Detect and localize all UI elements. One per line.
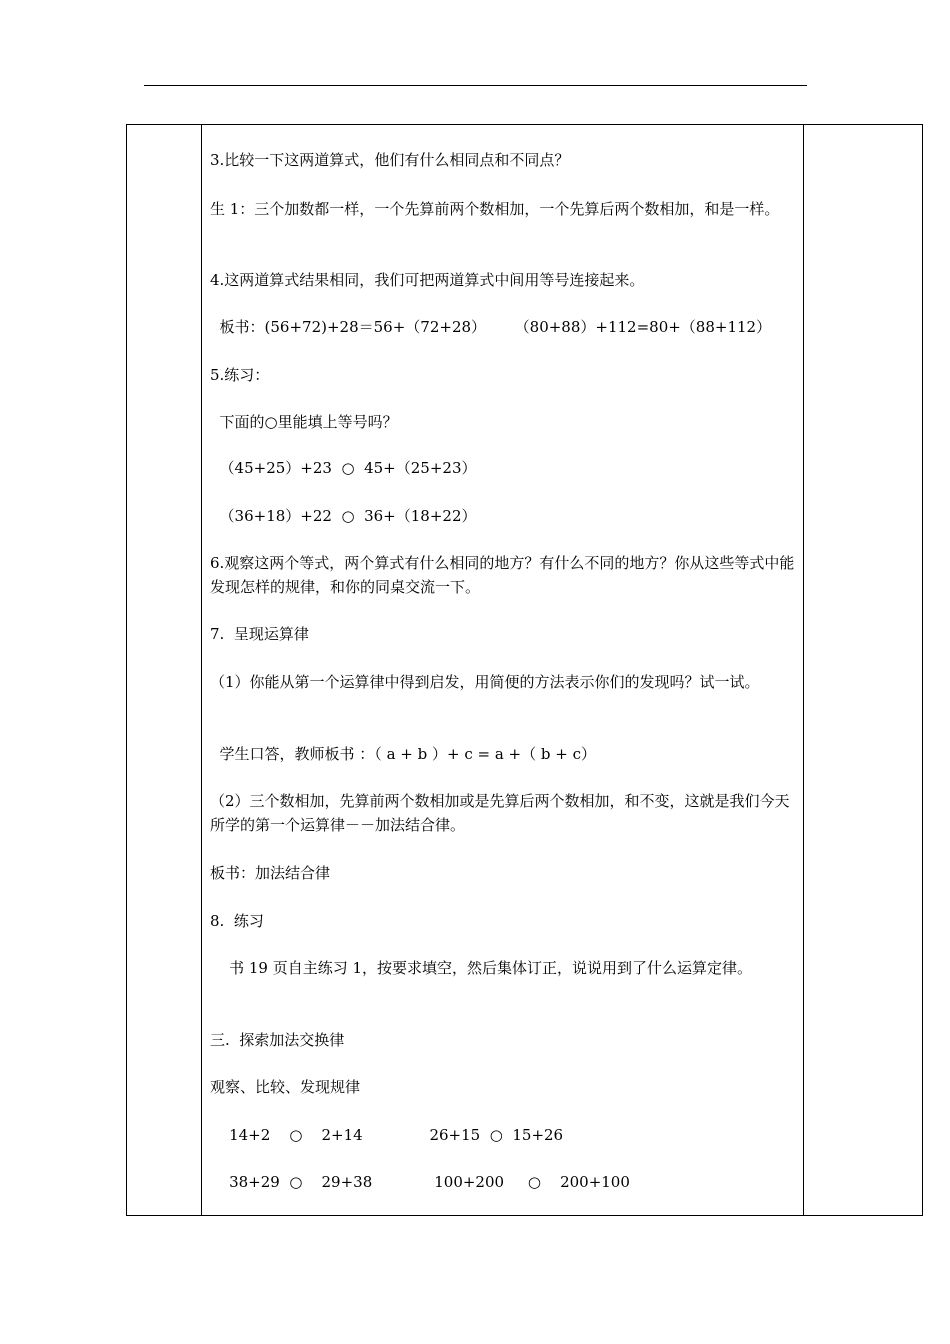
comparison-row-1: 14+2 ○ 2+14 26+15 ○ 15+26 [210,1126,564,1144]
header-rule [144,85,807,86]
section-3-heading: 三. 探索加法交换律 [210,1031,345,1049]
board-writing-formula: 学生口答，教师板书 ：（ a + b ）+ c = a +（ b + c） [210,745,596,763]
column-divider-right [803,125,804,1215]
exercise-item-1: （45+25）+23 ○ 45+（25+23） [210,459,477,477]
lesson-table [126,124,923,1216]
exercise-prompt: 下面的○里能填上等号吗？ [210,413,398,431]
student-answer-1: 生 1：三个加数都一样，一个先算前两个数相加，一个先算后两个数相加，和是一样。 [210,200,780,218]
observe-compare-heading: 观察、比较、发现规律 [210,1078,361,1096]
step-8-task: 书 19 页自主练习 1，按要求填空，然后集体订正，说说用到了什么运算定律。 [210,959,753,977]
board-writing-law: 板书：加法结合律 [210,864,331,882]
step-7-heading: 7. 呈现运算律 [210,625,309,643]
question-3: 3.比较一下这两道算式，他们有什么相同点和不同点？ [210,151,570,169]
board-writing-equations: 板书：(56+72)+28＝56+（72+28） （80+88）+112=80+（88+112） [210,318,772,336]
step-8-heading: 8. 练习 [210,912,264,930]
exercise-item-2: （36+18）+22 ○ 36+（18+22） [210,507,477,525]
step-7-part-2: （2）三个数相加，先算前两个数相加或是先算后两个数相加，和不变，这就是我们今天所学的第一个运算律－－加法结合律。 [210,792,790,834]
step-6: 6.观察这两个等式，两个算式有什么相同的地方？有什么不同的地方？你从这些等式中能发现怎样的规律，和你的同桌交流一下。 [210,554,795,596]
comparison-row-2: 38+29 ○ 29+38 100+200 ○ 200+100 [210,1173,630,1191]
step-5-heading: 5.练习： [210,366,270,384]
step-7-part-1: （1）你能从第一个运算律中得到启发，用简便的方法表示你们的发现吗？试一试。 [210,673,760,691]
column-divider-left [201,125,202,1215]
step-4: 4.这两道算式结果相同，我们可把两道算式中间用等号连接起来。 [210,271,645,289]
